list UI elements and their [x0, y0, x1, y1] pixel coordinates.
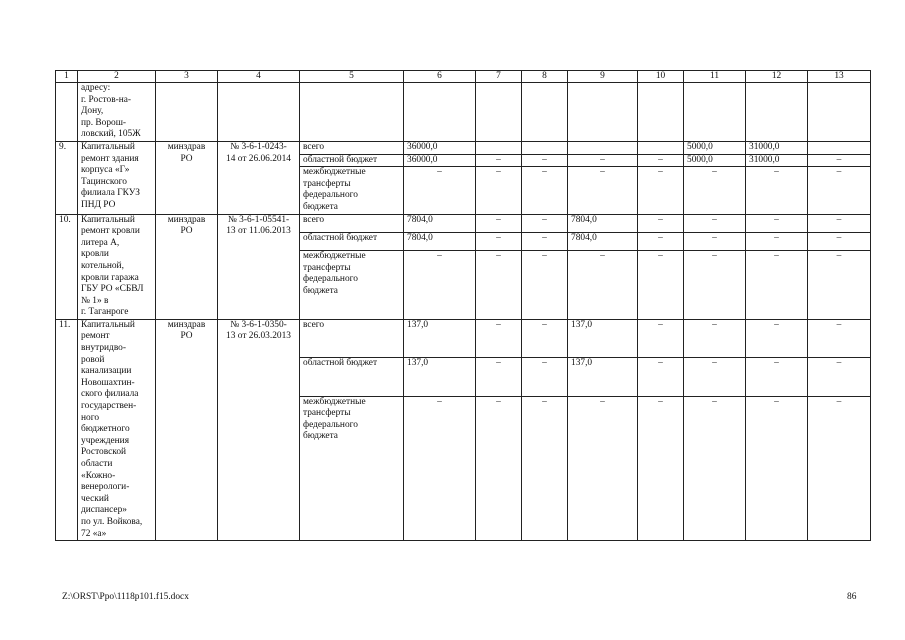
amount-cell: 7804,0	[404, 232, 476, 250]
continuation-row	[56, 83, 871, 142]
funding-source-label: областной бюджет	[300, 154, 404, 167]
column-number: 9	[568, 71, 638, 83]
column-number: 5	[300, 71, 404, 83]
amount-cell: –	[522, 154, 568, 167]
amount-cell: –	[746, 358, 808, 396]
amount-cell: –	[522, 396, 568, 541]
amount-cell: –	[522, 214, 568, 232]
amount-cell: –	[638, 167, 684, 214]
amount-cell: –	[522, 167, 568, 214]
funding-source-label: всего	[300, 214, 404, 232]
column-number: 11	[684, 71, 746, 83]
amount-cell: –	[522, 358, 568, 396]
column-number: 3	[156, 71, 218, 83]
table-row	[56, 319, 871, 357]
amount-cell: –	[404, 167, 476, 214]
column-number: 2	[78, 71, 156, 83]
budget-table	[55, 70, 871, 541]
amount-cell	[568, 141, 638, 154]
amount-cell: 36000,0	[404, 154, 476, 167]
expert-conclusion-reference: № 3-6-1-05541- 13 от 11.06.2013	[218, 214, 300, 319]
amount-cell	[808, 141, 871, 154]
expert-conclusion-reference: № 3-6-1-0350- 13 от 26.03.2013	[218, 319, 300, 540]
amount-cell: 7804,0	[568, 214, 638, 232]
amount-cell	[476, 141, 522, 154]
amount-cell: –	[476, 154, 522, 167]
funding-source-label: всего	[300, 319, 404, 357]
amount-cell: –	[684, 358, 746, 396]
amount-cell: –	[404, 396, 476, 541]
table-body	[56, 71, 871, 541]
amount-cell: –	[476, 214, 522, 232]
amount-cell: 7804,0	[568, 232, 638, 250]
amount-cell: 31000,0	[746, 154, 808, 167]
amount-cell: 137,0	[568, 358, 638, 396]
amount-cell: –	[808, 251, 871, 320]
column-number: 7	[476, 71, 522, 83]
column-number: 6	[404, 71, 476, 83]
amount-cell: 31000,0	[746, 141, 808, 154]
amount-cell: –	[476, 358, 522, 396]
funding-source-label: межбюджетные трансферты федерального бюджета	[300, 251, 404, 320]
footer-file-path: Z:\ORST\Ppo\1118p101.f15.docx	[62, 592, 189, 602]
amount-cell: –	[746, 214, 808, 232]
amount-cell: –	[638, 396, 684, 541]
amount-cell: –	[684, 167, 746, 214]
amount-cell: –	[684, 232, 746, 250]
row-number	[56, 83, 78, 142]
responsible-organization: минздрав РО	[156, 214, 218, 319]
column-number: 12	[746, 71, 808, 83]
amount-cell: –	[808, 154, 871, 167]
amount-cell: –	[808, 358, 871, 396]
amount-cell: –	[476, 167, 522, 214]
table-row	[56, 141, 871, 154]
amount-cell: –	[638, 251, 684, 320]
amount-cell: –	[684, 319, 746, 357]
funding-source-label: областной бюджет	[300, 232, 404, 250]
amount-cell: –	[746, 396, 808, 541]
amount-cell: –	[808, 319, 871, 357]
amount-cell: –	[808, 214, 871, 232]
funding-source-label: межбюджетные трансферты федерального бюджета	[300, 167, 404, 214]
row-number: 11.	[56, 319, 78, 540]
project-name: Капитальный ремонт внутридво- ровой канализации Новошахтин- ского филиала государствен- ного бюджетного учреждения Ростовской области «Кожно- венерологи- ческий диспансер» по ул. Войкова, 72 «а»	[78, 319, 156, 540]
amount-cell: –	[568, 396, 638, 541]
amount-cell: –	[684, 214, 746, 232]
funding-source-label: всего	[300, 141, 404, 154]
responsible-organization: минздрав РО	[156, 319, 218, 540]
amount-cell: –	[746, 232, 808, 250]
amount-cell: –	[638, 232, 684, 250]
amount-cell: –	[522, 319, 568, 357]
amount-cell: –	[638, 319, 684, 357]
column-number: 8	[522, 71, 568, 83]
column-number: 10	[638, 71, 684, 83]
amount-cell: –	[746, 251, 808, 320]
continuation-name: адресу: г. Ростов-на- Дону, пр. Ворош- ловский, 105Ж	[78, 83, 156, 142]
table-row	[56, 214, 871, 232]
amount-cell: –	[808, 232, 871, 250]
amount-cell: –	[808, 167, 871, 214]
amount-cell: –	[746, 167, 808, 214]
funding-source-label: областной бюджет	[300, 358, 404, 396]
amount-cell: –	[638, 154, 684, 167]
responsible-organization: минздрав РО	[156, 141, 218, 214]
amount-cell	[638, 141, 684, 154]
amount-cell: –	[404, 251, 476, 320]
amount-cell: 7804,0	[404, 214, 476, 232]
amount-cell: 36000,0	[404, 141, 476, 154]
amount-cell: 137,0	[404, 319, 476, 357]
row-number: 9.	[56, 141, 78, 214]
amount-cell: –	[568, 154, 638, 167]
expert-conclusion-reference: № 3-6-1-0243- 14 от 26.06.2014	[218, 141, 300, 214]
amount-cell: –	[476, 396, 522, 541]
amount-cell: –	[568, 251, 638, 320]
amount-cell: –	[684, 251, 746, 320]
amount-cell	[522, 141, 568, 154]
column-number: 13	[808, 71, 871, 83]
amount-cell: –	[476, 251, 522, 320]
amount-cell: –	[808, 396, 871, 541]
amount-cell: 5000,0	[684, 141, 746, 154]
column-number: 1	[56, 71, 78, 83]
footer-page-number: 86	[847, 592, 857, 602]
amount-cell: –	[684, 396, 746, 541]
column-number-row	[56, 71, 871, 83]
row-number: 10.	[56, 214, 78, 319]
amount-cell: –	[522, 251, 568, 320]
project-name: Капитальный ремонт здания корпуса «Г» Тацинского филиала ГКУЗ ПНД РО	[78, 141, 156, 214]
amount-cell: –	[568, 167, 638, 214]
column-number: 4	[218, 71, 300, 83]
amount-cell: 137,0	[404, 358, 476, 396]
funding-source-label: межбюджетные трансферты федерального бюджета	[300, 396, 404, 541]
amount-cell: –	[476, 319, 522, 357]
amount-cell: –	[476, 232, 522, 250]
amount-cell: 5000,0	[684, 154, 746, 167]
amount-cell: 137,0	[568, 319, 638, 357]
project-name: Капитальный ремонт кровли литера А, кровли котельной, кровли гаража ГБУ РО «СБВЛ № 1» в г. Таганроге	[78, 214, 156, 319]
amount-cell: –	[746, 319, 808, 357]
amount-cell: –	[638, 358, 684, 396]
amount-cell: –	[522, 232, 568, 250]
amount-cell: –	[638, 214, 684, 232]
